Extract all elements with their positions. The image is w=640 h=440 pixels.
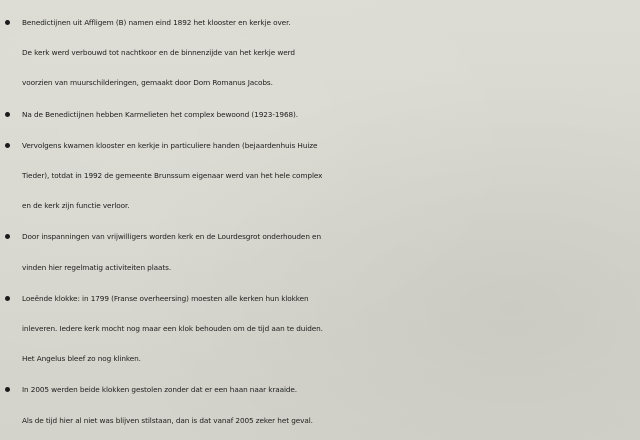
text-line: In 2005 werden beide klokken gestolen zonder dat er een haan naar kraaide. bbox=[22, 385, 298, 395]
text-line: inleveren. Iedere kerk mocht nog maar een klok behouden om de tijd aan te duiden. bbox=[22, 324, 323, 334]
bullet-item-karmelieten bbox=[0, 100, 640, 130]
text-line: Vervolgens kwamen klooster en kerkje in particuliere handen (bejaardenhuis Huize bbox=[22, 140, 318, 150]
text-line: vinden hier regelmatig activiteiten plaats. bbox=[22, 262, 172, 272]
bullet-dot-icon bbox=[5, 387, 10, 392]
text-line: Het Angelus bleef zo nog klinken. bbox=[22, 354, 141, 364]
bullet-item-vrijwilligers bbox=[0, 222, 640, 282]
bullet-dot-icon bbox=[5, 20, 10, 25]
text-line: en de kerk zijn functie verloor. bbox=[22, 201, 130, 211]
text-line: Benedictijnen uit Affligem (B) namen eind 1892 het klooster en kerkje over. bbox=[22, 18, 291, 27]
bullet-item-klokken bbox=[0, 284, 640, 375]
bullet-dot-icon bbox=[5, 143, 10, 148]
bullet-item-2005 bbox=[0, 375, 640, 435]
text-line: Als de tijd hier al niet was blijven stilstaan, dan is dat vanaf 2005 zeker het geval. bbox=[22, 415, 313, 425]
text-line: Door inspanningen van vrijwilligers worden kerk en de Lourdesgrot onderhouden en bbox=[22, 232, 321, 242]
text-line: Tieder), totdat in 1992 de gemeente Brunssum eigenaar werd van het hele complex bbox=[22, 171, 323, 181]
bullet-dot-icon bbox=[5, 234, 10, 239]
text-line: De kerk werd verbouwd tot nachtkoor en de binnenzijde van het kerkje werd bbox=[22, 48, 295, 58]
text-line: Na de Benedictijnen hebben Karmelieten het complex bewoond (1923-1968). bbox=[22, 109, 299, 119]
text-line: Loeënde klokke: in 1799 (Franse overheersing) moesten alle kerken hun klokken bbox=[22, 293, 309, 303]
bullet-item-benedictijnen bbox=[0, 8, 640, 99]
bullet-dot-icon bbox=[5, 296, 10, 301]
bullet-item-particuliere-handen bbox=[0, 131, 640, 222]
bullet-dot-icon bbox=[5, 112, 10, 117]
text-line: voorzien van muurschilderingen, gemaakt door Dom Romanus Jacobs. bbox=[22, 78, 273, 88]
